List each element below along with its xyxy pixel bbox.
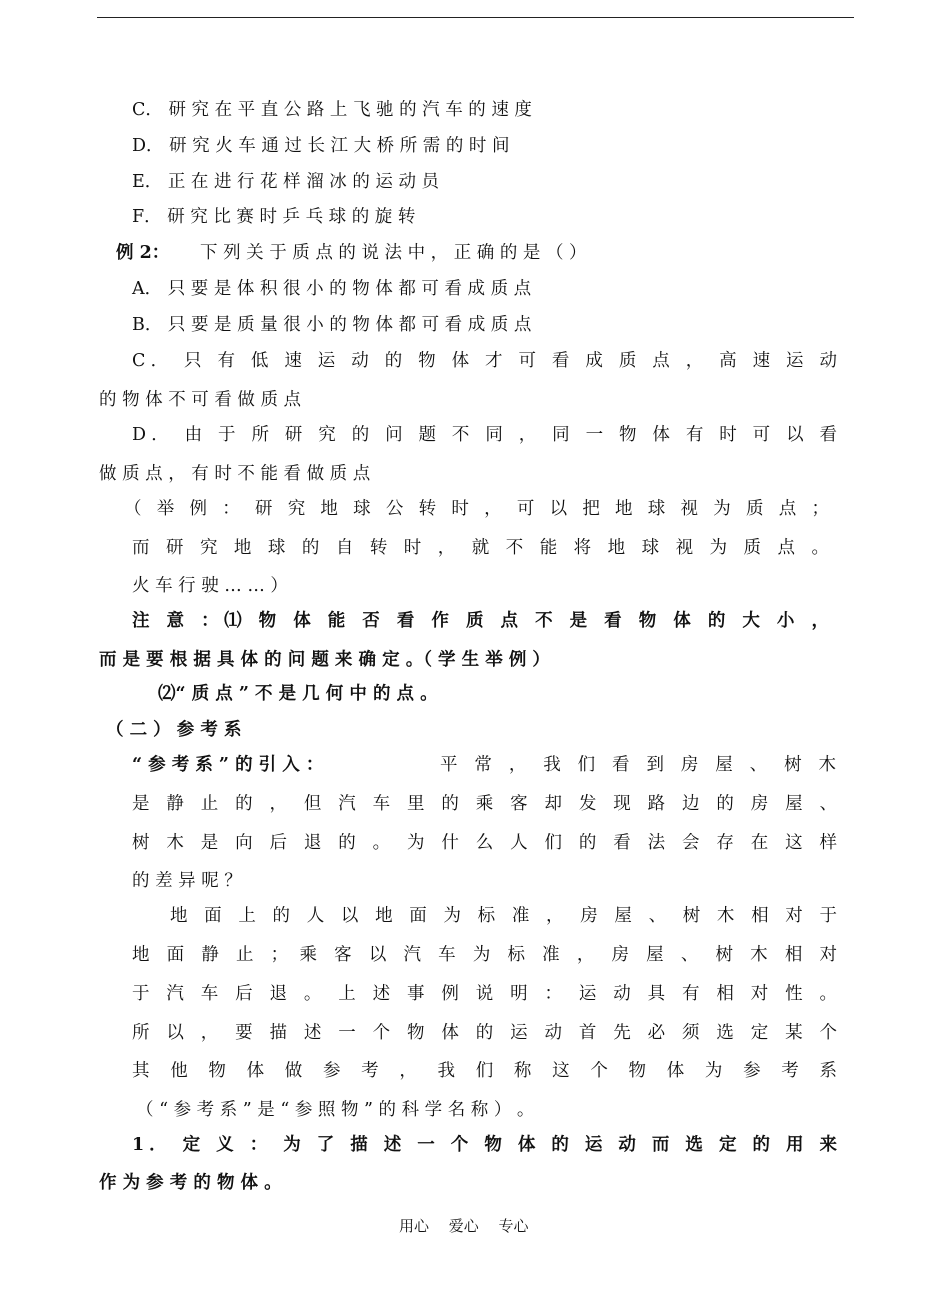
intro-text-line-1: 平 常 ， 我 们 看 到 房 屋 、 树 木 [440,755,836,775]
example-2-option-d-cont: 做 质 点 ， 有 时 不 能 看 做 质 点 [99,464,371,484]
example-2-label: 例 2： [116,243,170,263]
example-note-line-1: （ 举 例 ： 研 究 地 球 公 转 时 ， 可 以 把 地 球 视 为 质 点 ； [124,499,829,519]
option-f-pingpong: F． 研 究 比 赛 时 乒 乓 球 的 旋 转 [132,207,416,227]
notice-line-3: ⑵“ 质 点 ” 不 是 几 何 中 的 点 。 [158,684,438,704]
example-note-line-3: 火 车 行 驶 … … ） [132,576,288,596]
section-2-heading: （ 二 ） 参 考 系 [106,720,242,740]
intro-label: “ 参 考 系 ” 的 引 入 ： [132,755,324,775]
page-footer: 用心 爱心 专心 [399,1217,529,1235]
intro-text-line-2: 是 静 止 的 ， 但 汽 车 里 的 乘 客 却 发 现 路 边 的 房 屋 、 [132,794,837,814]
example-2-option-d: D． 由 于 所 研 究 的 问 题 不 同 ， 同 一 物 体 有 时 可 以 看 [132,425,837,445]
header-rule [97,17,854,18]
notice-line-1: 注 意 ：⑴ 物 体 能 否 看 作 质 点 不 是 看 物 体 的 大 小 ， [132,611,829,631]
example-2-option-c: C． 只 有 低 速 运 动 的 物 体 才 可 看 成 质 点 ， 高 速 运 动 [132,351,837,371]
explanation-line-1: 地 面 上 的 人 以 地 面 为 标 准 ， 房 屋 、 树 木 相 对 于 [170,906,837,926]
example-2-option-c-cont: 的 物 体 不 可 看 做 质 点 [99,390,302,410]
example-2-option-a: A． 只 要 是 体 积 很 小 的 物 体 都 可 看 成 质 点 [132,279,532,299]
explanation-line-2: 地 面 静 止 ； 乘 客 以 汽 车 为 标 准 ， 房 屋 、 树 木 相 对 [132,945,837,965]
notice-line-2: 而 是 要 根 据 具 体 的 问 题 来 确 定 。（ 学 生 举 例 ） [99,650,550,670]
example-note-line-2: 而 研 究 地 球 的 自 转 时 ， 就 不 能 将 地 球 视 为 质 点 。 [132,538,829,558]
option-e-skater: E． 正 在 进 行 花 样 溜 冰 的 运 动 员 [132,172,440,192]
definition-line-2: 作 为 参 考 的 物 体 。 [99,1173,282,1193]
explanation-line-6: （ “ 参 考 系 ” 是 “ 参 照 物 ” 的 科 学 名 称 ） 。 [136,1100,535,1120]
example-2-question: 下 列 关 于 质 点 的 说 法 中 ， 正 确 的 是 （ ） [200,243,587,263]
option-c-speed: C． 研 究 在 平 直 公 路 上 飞 驰 的 汽 车 的 速 度 [132,100,532,120]
option-d-bridge: D． 研 究 火 车 通 过 长 江 大 桥 所 需 的 时 间 [132,136,510,156]
explanation-line-4: 所 以 ， 要 描 述 一 个 物 体 的 运 动 首 先 必 须 选 定 某 个 [132,1023,837,1043]
explanation-line-5: 其 他 物 体 做 参 考 ， 我 们 称 这 个 物 体 为 参 考 系 [132,1061,837,1081]
intro-text-line-3: 树 木 是 向 后 退 的 。 为 什 么 人 们 的 看 法 会 存 在 这 样 [132,833,837,853]
intro-text-line-4: 的 差 异 呢 ？ [132,871,242,891]
definition-line-1: 1． 定 义 ： 为 了 描 述 一 个 物 体 的 运 动 而 选 定 的 用 来 [132,1135,837,1155]
example-2-option-b: B． 只 要 是 质 量 很 小 的 物 体 都 可 看 成 质 点 [132,315,532,335]
explanation-line-3: 于 汽 车 后 退 。 上 述 事 例 说 明 ： 运 动 具 有 相 对 性 。 [132,984,837,1004]
